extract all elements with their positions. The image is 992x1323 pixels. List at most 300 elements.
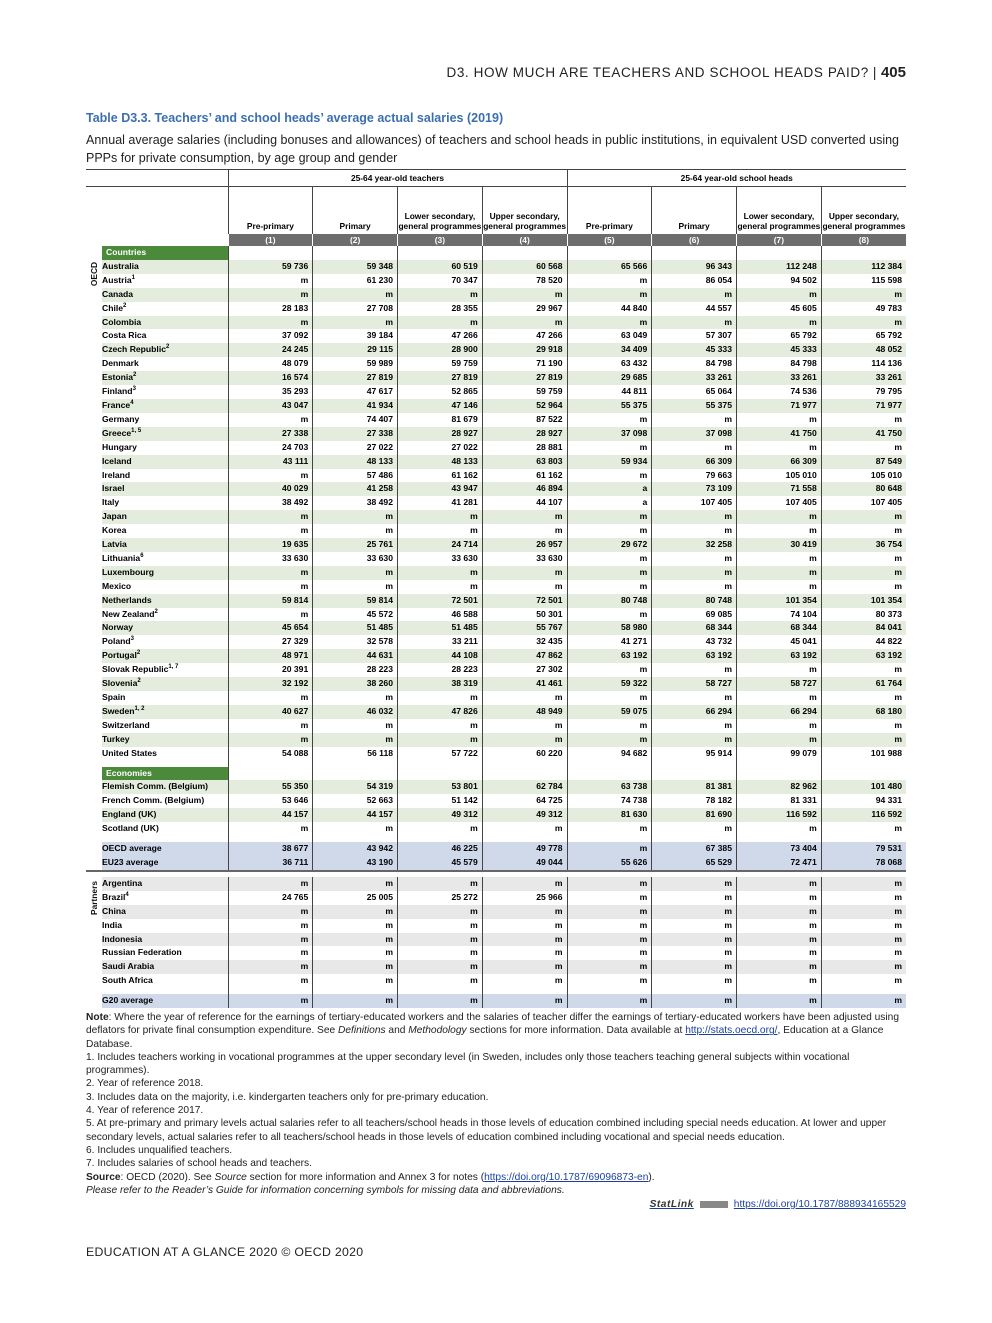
table-cell: 53 646 xyxy=(228,794,313,808)
table-cell: 28 183 xyxy=(228,302,313,316)
running-header xyxy=(446,64,906,81)
table-cell: m xyxy=(821,441,906,455)
table-cell: 80 748 xyxy=(567,594,652,608)
table-cell: 33 261 xyxy=(821,371,906,385)
table-cell: m xyxy=(228,877,313,891)
table-row xyxy=(86,385,906,399)
table-row xyxy=(86,960,906,974)
table-cell: 74 536 xyxy=(737,385,822,399)
table-row xyxy=(86,677,906,691)
row-label: Japan xyxy=(102,510,228,524)
table-cell: m xyxy=(567,719,652,733)
table-cell: 66 294 xyxy=(737,705,822,719)
row-label: New Zealand$^2$ xyxy=(102,608,158,619)
table-cell: 44 157 xyxy=(228,808,313,822)
table-row xyxy=(86,842,906,856)
table-cell: 47 146 xyxy=(398,399,483,413)
row-label: Lithuania$^6$ xyxy=(102,552,144,563)
row-label: Slovak Republic$^{1, 7}$ xyxy=(102,664,179,675)
group-header-teachers: 25-64 year-old teachers xyxy=(228,170,567,187)
table-row xyxy=(86,469,906,483)
table-cell: 80 648 xyxy=(821,482,906,496)
row-label: Russian Federation xyxy=(102,947,182,958)
row-label: Iceland xyxy=(102,455,228,469)
table-cell: 80 748 xyxy=(652,594,737,608)
table-notes xyxy=(86,1011,908,1197)
table-cell: 63 192 xyxy=(652,649,737,663)
row-label: South Africa xyxy=(102,975,153,986)
table-cell: 32 578 xyxy=(313,635,398,649)
table-cell: 59 759 xyxy=(398,357,483,371)
table-cell: 51 485 xyxy=(313,621,398,635)
table-cell: 24 245 xyxy=(228,343,313,357)
table-cell: 39 184 xyxy=(313,329,398,343)
table-cell: 38 492 xyxy=(313,496,398,510)
row-label: India xyxy=(102,919,123,930)
table-cell: m xyxy=(398,316,483,330)
row-label: OECD average xyxy=(102,842,228,856)
table-row xyxy=(86,719,906,733)
table-cell: 63 192 xyxy=(737,649,822,663)
table-cell: 44 107 xyxy=(482,496,567,510)
table-row xyxy=(86,552,906,566)
stats-link[interactable]: http://stats.oecd.org/ xyxy=(685,1025,778,1037)
table-cell: m xyxy=(482,960,567,974)
table-cell: 45 654 xyxy=(228,621,313,635)
table-cell: m xyxy=(652,316,737,330)
column-header: Pre-primary xyxy=(567,187,652,235)
table-cell: m xyxy=(313,510,398,524)
table-cell: 28 223 xyxy=(313,663,398,677)
table-cell: m xyxy=(652,946,737,960)
table-cell: m xyxy=(652,510,737,524)
table-cell: 48 052 xyxy=(821,343,906,357)
note-5: 5. At pre-primary and primary levels actual salaries refer to all teachers/school heads in those levels of education combined including special needs education. At lower and upper secondary levels, actual salaries refer to all teachers/school heads in those levels of education combined including vocational and special needs education. xyxy=(86,1118,887,1143)
table-cell: m xyxy=(737,994,822,1008)
footnote-marker: 6 xyxy=(140,553,144,560)
table-cell: 59 814 xyxy=(313,594,398,608)
footnote-marker: 2 xyxy=(137,678,141,685)
table-cell: 27 708 xyxy=(313,302,398,316)
table-cell: 29 685 xyxy=(567,371,652,385)
table-cell: m xyxy=(398,524,483,538)
table-cell: m xyxy=(228,994,313,1008)
table-cell: 37 098 xyxy=(652,427,737,441)
table-cell: 107 405 xyxy=(652,496,737,510)
table-cell: 47 826 xyxy=(398,705,483,719)
table-cell: 45 333 xyxy=(737,343,822,357)
table-row xyxy=(86,399,906,413)
table-cell: 47 862 xyxy=(482,649,567,663)
chapter-title: D3. HOW MUCH ARE TEACHERS AND SCHOOL HEADS PAID? xyxy=(446,65,869,80)
row-label: Turkey xyxy=(102,733,228,747)
reader-guide-note: Please refer to the Reader’s Guide for information concerning symbols for missing data and abbreviations. xyxy=(86,1184,565,1196)
table-cell: 101 988 xyxy=(821,747,906,761)
table-cell: 25 272 xyxy=(398,891,483,905)
footnote-marker: 2 xyxy=(136,650,141,657)
table-row xyxy=(86,329,906,343)
table-cell: 24 703 xyxy=(228,441,313,455)
table-cell: m xyxy=(567,663,652,677)
table-cell: m xyxy=(228,510,313,524)
table-cell: 115 598 xyxy=(821,274,906,288)
table-cell: m xyxy=(228,413,313,427)
footnote-marker: 2 xyxy=(166,344,170,351)
table-cell: 38 319 xyxy=(398,677,483,691)
statlink-url[interactable]: https://doi.org/10.1787/888934165529 xyxy=(733,1199,906,1210)
table-cell: m xyxy=(652,566,737,580)
footnote-marker: 1, 2 xyxy=(134,706,145,713)
source-link[interactable]: https://doi.org/10.1787/69096873-en xyxy=(484,1171,649,1183)
row-label: Estonia$^2$ xyxy=(102,371,228,385)
table-cell: m xyxy=(482,566,567,580)
table-row xyxy=(86,274,906,288)
table-cell: 33 261 xyxy=(652,371,737,385)
table-cell: m xyxy=(313,946,398,960)
table-cell: m xyxy=(821,994,906,1008)
statlink[interactable] xyxy=(650,1199,906,1210)
row-label: China xyxy=(102,905,228,919)
table-cell: m xyxy=(398,919,483,933)
table-cell: m xyxy=(313,580,398,594)
table-cell: m xyxy=(313,733,398,747)
table-row xyxy=(86,877,906,891)
table-cell: 65 792 xyxy=(821,329,906,343)
table-cell: 58 727 xyxy=(737,677,822,691)
table-cell: 46 225 xyxy=(398,842,483,856)
table-cell: 49 783 xyxy=(821,302,906,316)
table-row xyxy=(86,974,906,988)
table-cell: m xyxy=(737,877,822,891)
table-row xyxy=(86,316,906,330)
footnote-marker: 1, 7 xyxy=(168,664,179,671)
table-cell: 73 109 xyxy=(652,482,737,496)
table-cell: m xyxy=(567,905,652,919)
table-cell: 20 391 xyxy=(228,663,313,677)
table-cell: 59 814 xyxy=(228,594,313,608)
row-label: Netherlands xyxy=(102,594,228,608)
table-cell: 44 108 xyxy=(398,649,483,663)
table-cell: m xyxy=(737,524,822,538)
table-cell: m xyxy=(737,413,822,427)
table-cell: 19 635 xyxy=(228,538,313,552)
table-cell: m xyxy=(737,441,822,455)
table-cell: 27 819 xyxy=(482,371,567,385)
table-cell: m xyxy=(398,719,483,733)
table-cell: 112 384 xyxy=(821,260,906,274)
table-row xyxy=(86,994,906,1008)
table-cell: m xyxy=(567,566,652,580)
table-cell: m xyxy=(567,919,652,933)
group-header-heads: 25-64 year-old school heads xyxy=(567,170,906,187)
table-cell: m xyxy=(821,733,906,747)
header-separator: | xyxy=(872,65,877,80)
table-cell: m xyxy=(737,960,822,974)
table-cell: m xyxy=(228,608,313,622)
table-cell: 43 047 xyxy=(228,399,313,413)
table-cell: m xyxy=(652,933,737,947)
table-cell: 64 725 xyxy=(482,794,567,808)
table-cell: 101 354 xyxy=(821,594,906,608)
table-cell: 29 672 xyxy=(567,538,652,552)
table-cell: m xyxy=(228,316,313,330)
table-cell: m xyxy=(398,566,483,580)
table-cell: m xyxy=(821,946,906,960)
table-cell: 25 005 xyxy=(313,891,398,905)
table-cell: m xyxy=(737,566,822,580)
row-label: Finland$^3$ xyxy=(102,386,136,397)
table-cell: m xyxy=(228,960,313,974)
table-cell: m xyxy=(821,663,906,677)
table-cell: 63 049 xyxy=(567,329,652,343)
table-cell: 33 261 xyxy=(737,371,822,385)
table-cell: m xyxy=(482,933,567,947)
table-cell: 44 157 xyxy=(313,808,398,822)
table-cell: 65 529 xyxy=(652,856,737,871)
table-cell: m xyxy=(482,919,567,933)
table-cell: m xyxy=(482,691,567,705)
table-cell: m xyxy=(567,842,652,856)
table-cell: 57 486 xyxy=(313,469,398,483)
table-row xyxy=(86,794,906,808)
table-cell: m xyxy=(737,919,822,933)
table-cell: 41 258 xyxy=(313,482,398,496)
table-cell: m xyxy=(652,994,737,1008)
table-cell: 81 679 xyxy=(398,413,483,427)
table-row xyxy=(86,302,906,316)
table-cell: m xyxy=(228,905,313,919)
table-cell: 43 111 xyxy=(228,455,313,469)
table-cell: 63 738 xyxy=(567,780,652,794)
table-cell: 40 627 xyxy=(228,705,313,719)
table-row xyxy=(86,663,906,677)
table-cell: 41 281 xyxy=(398,496,483,510)
footnote-marker: 1 xyxy=(131,274,135,281)
table-cell: m xyxy=(398,580,483,594)
table-cell: 16 574 xyxy=(228,371,313,385)
table-row xyxy=(86,733,906,747)
table-cell: 48 133 xyxy=(313,455,398,469)
table-cell: 59 759 xyxy=(482,385,567,399)
row-label: Argentina xyxy=(102,877,228,891)
table-cell: m xyxy=(482,524,567,538)
table-cell: 62 784 xyxy=(482,780,567,794)
table-cell: 55 767 xyxy=(482,621,567,635)
table-cell: m xyxy=(228,974,313,988)
table-cell: m xyxy=(567,946,652,960)
table-cell: 27 022 xyxy=(313,441,398,455)
table-cell: 65 792 xyxy=(737,329,822,343)
footnote-marker: 3 xyxy=(130,636,134,643)
table-cell: m xyxy=(652,413,737,427)
table-cell: 112 248 xyxy=(737,260,822,274)
column-header: Primary xyxy=(313,187,398,235)
table-cell: m xyxy=(228,274,313,288)
table-cell: m xyxy=(821,524,906,538)
column-header: Upper secondary, general programmes xyxy=(482,187,567,235)
row-label: Scotland (UK) xyxy=(102,823,159,834)
footnote-marker: 1, 5 xyxy=(131,427,142,434)
table-cell: m xyxy=(567,524,652,538)
table-cell: m xyxy=(313,919,398,933)
table-row xyxy=(86,747,906,761)
table-cell: 57 307 xyxy=(652,329,737,343)
table-cell: 28 927 xyxy=(482,427,567,441)
table-cell: 53 801 xyxy=(398,780,483,794)
statlink-logo: StatLink xyxy=(649,1199,694,1210)
row-label: Slovenia$^2$ xyxy=(102,677,228,691)
footnote-marker: 4 xyxy=(125,891,129,898)
table-cell: m xyxy=(313,719,398,733)
table-cell: m xyxy=(228,288,313,302)
table-cell: 46 894 xyxy=(482,482,567,496)
table-cell: 28 223 xyxy=(398,663,483,677)
table-cell: m xyxy=(398,994,483,1008)
table-cell: m xyxy=(228,580,313,594)
table-cell: 49 312 xyxy=(398,808,483,822)
table-cell: m xyxy=(567,877,652,891)
table-cell: 43 732 xyxy=(652,635,737,649)
table-cell: m xyxy=(821,933,906,947)
table-cell: m xyxy=(737,691,822,705)
table-cell: m xyxy=(482,905,567,919)
table-cell: 65 064 xyxy=(652,385,737,399)
table-cell: m xyxy=(313,691,398,705)
table-cell: 94 682 xyxy=(567,747,652,761)
table-cell: 54 319 xyxy=(313,780,398,794)
table-cell: m xyxy=(821,580,906,594)
table-cell: m xyxy=(228,946,313,960)
table-cell: m xyxy=(567,691,652,705)
table-cell: 58 727 xyxy=(652,677,737,691)
table-cell: m xyxy=(821,552,906,566)
note-3: 3. Includes data on the majority, i.e. kindergarten teachers only for pre-primary education. xyxy=(86,1091,489,1103)
table-cell: 38 492 xyxy=(228,496,313,510)
footnote-marker: 3 xyxy=(132,386,136,393)
table-cell: 87 549 xyxy=(821,455,906,469)
table-cell: 60 568 xyxy=(482,260,567,274)
table-cell: 36 754 xyxy=(821,538,906,552)
table-cell: 29 115 xyxy=(313,343,398,357)
table-cell: m xyxy=(567,441,652,455)
column-index: (8) xyxy=(821,234,906,246)
table-cell: 84 798 xyxy=(737,357,822,371)
table-cell: 46 032 xyxy=(313,705,398,719)
table-cell: m xyxy=(398,691,483,705)
table-cell: 86 054 xyxy=(652,274,737,288)
row-label: Chile$^2$ xyxy=(102,302,127,313)
table-cell: 47 617 xyxy=(313,385,398,399)
table-cell: 35 293 xyxy=(228,385,313,399)
table-row xyxy=(86,594,906,608)
table-cell: m xyxy=(228,719,313,733)
table-cell: a xyxy=(567,496,652,510)
table-row xyxy=(86,538,906,552)
table-cell: 28 900 xyxy=(398,343,483,357)
table-cell: 59 322 xyxy=(567,677,652,691)
table-cell: 45 333 xyxy=(652,343,737,357)
table-cell: 105 010 xyxy=(821,469,906,483)
table-cell: m xyxy=(567,316,652,330)
table-cell: 71 558 xyxy=(737,482,822,496)
table-cell: m xyxy=(737,719,822,733)
table-cell: 26 957 xyxy=(482,538,567,552)
table-cell: 71 977 xyxy=(821,399,906,413)
table-cell: 116 592 xyxy=(821,808,906,822)
row-label: Canada xyxy=(102,288,228,302)
table-cell: 46 588 xyxy=(398,608,483,622)
table-cell: 96 343 xyxy=(652,260,737,274)
column-index: (5) xyxy=(567,234,652,246)
table-cell: 58 980 xyxy=(567,621,652,635)
table-cell: 28 881 xyxy=(482,441,567,455)
row-label: Luxembourg xyxy=(102,566,228,580)
table-cell: 63 192 xyxy=(821,649,906,663)
table-row xyxy=(86,621,906,635)
table-cell: m xyxy=(737,580,822,594)
table-cell: 45 605 xyxy=(737,302,822,316)
table-cell: 67 385 xyxy=(652,842,737,856)
table-cell: m xyxy=(652,877,737,891)
table-cell: 33 630 xyxy=(228,552,313,566)
table-cell: 27 022 xyxy=(398,441,483,455)
table-cell: 44 822 xyxy=(821,635,906,649)
table-cell: 80 373 xyxy=(821,608,906,622)
page-number: 405 xyxy=(880,64,906,81)
column-header: Lower secondary, general programmes xyxy=(737,187,822,235)
table-row xyxy=(86,780,906,794)
table-cell: 28 927 xyxy=(398,427,483,441)
table-cell: 47 266 xyxy=(398,329,483,343)
footnote-marker: 2 xyxy=(133,372,137,379)
row-label: EU23 average xyxy=(102,856,228,871)
row-label: Austria$^1$ xyxy=(102,274,135,285)
table-row xyxy=(86,635,906,649)
table-row xyxy=(86,608,906,622)
table-cell: 48 949 xyxy=(482,705,567,719)
note-2: 2. Year of reference 2018. xyxy=(86,1078,204,1090)
table-cell: m xyxy=(821,974,906,988)
note-7: 7. Includes salaries of school heads and teachers. xyxy=(86,1158,312,1170)
table-cell: 24 765 xyxy=(228,891,313,905)
page-footer: EDUCATION AT A GLANCE 2020 © OECD 2020 xyxy=(86,1245,364,1259)
note-4: 4. Year of reference 2017. xyxy=(86,1105,204,1117)
table-cell: m xyxy=(737,510,822,524)
table-cell: 71 190 xyxy=(482,357,567,371)
footnote-marker: 4 xyxy=(130,400,134,407)
table-cell: m xyxy=(482,510,567,524)
table-cell: m xyxy=(567,974,652,988)
row-label: Hungary xyxy=(102,441,137,452)
table-cell: m xyxy=(737,974,822,988)
section-row xyxy=(86,246,906,260)
section-label: Economies xyxy=(102,767,228,781)
oecd-side-label: OECD xyxy=(89,261,100,286)
table-cell: m xyxy=(737,933,822,947)
row-label: Poland$^3$ xyxy=(102,636,134,647)
table-cell: m xyxy=(652,719,737,733)
table-cell: 107 405 xyxy=(737,496,822,510)
table-cell: 72 471 xyxy=(737,856,822,871)
table-cell: m xyxy=(313,524,398,538)
table-cell: m xyxy=(652,891,737,905)
table-cell: 78 182 xyxy=(652,794,737,808)
table-cell: 59 934 xyxy=(567,455,652,469)
table-cell: 43 942 xyxy=(313,842,398,856)
table-cell: 29 918 xyxy=(482,343,567,357)
table-cell: m xyxy=(228,469,313,483)
row-label: Ireland xyxy=(102,469,131,480)
